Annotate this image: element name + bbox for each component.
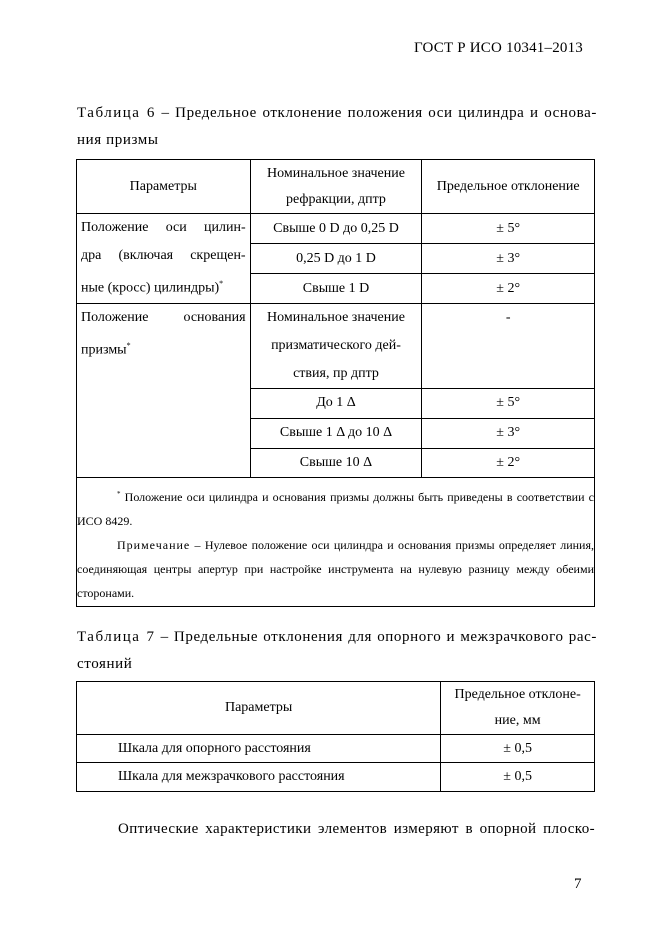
header-params: Параметры — [77, 160, 251, 214]
table-row — [77, 763, 595, 792]
header-deviation — [441, 682, 595, 735]
table-row — [77, 735, 595, 763]
group1-label-line3-wrap — [81, 270, 246, 303]
table-row — [77, 214, 595, 244]
range-cell: Свыше 1 D — [250, 274, 422, 303]
deviation-cell: ± 3° — [422, 418, 595, 448]
group1-label-line1: Положение оси цилин- — [81, 220, 246, 235]
header-deviation-line1: Предельное отклоне- — [454, 687, 581, 702]
footnote-text: Положение оси цилиндра и основания призмы должны быть приведены в соответствии с ИСО 8429. — [77, 489, 594, 528]
table7-caption-line2: стояний — [77, 656, 133, 672]
header-params: Параметры — [77, 682, 441, 735]
table7-header-row — [77, 682, 595, 735]
table7 — [76, 681, 595, 792]
deviation-cell: ± 2° — [422, 448, 595, 477]
deviation-cell: ± 5° — [422, 388, 595, 418]
group2-subheader — [250, 303, 422, 388]
deviation-cell: ± 0,5 — [441, 735, 595, 763]
page-number: 7 — [574, 876, 582, 892]
param-cell: Шкала для опорного расстояния — [77, 735, 441, 763]
param-cell: Шкала для межзрачкового расстояния — [77, 763, 441, 792]
header-deviation: Предельное отклонение — [422, 160, 595, 214]
paragraph-text: Оптические характеристики элементов измеряют в опорной плоско- — [118, 821, 595, 837]
footnote-mark: * — [117, 489, 121, 498]
table6-footnote — [77, 482, 594, 533]
header-nominal-line2: рефракции, дптр — [286, 191, 386, 207]
table6-notes-row — [77, 477, 595, 606]
header-nominal-line1: Номинальное значение — [267, 165, 405, 181]
table7-caption-prefix: Таблица 7 — [77, 629, 156, 645]
footnote-marker: * — [219, 279, 224, 288]
range-cell: Свыше 1 Δ до 10 Δ — [250, 418, 422, 448]
group2-label — [77, 303, 251, 477]
table6-caption — [77, 100, 597, 154]
table6-header-row — [77, 160, 595, 214]
deviation-cell: ± 3° — [422, 244, 595, 274]
group2-label-line1: Положение основания — [81, 309, 246, 325]
table6-caption-line1: – Предельное отклонение положения оси цилиндра и основа- — [155, 105, 597, 121]
table7-caption — [77, 624, 597, 678]
table-row — [77, 303, 595, 388]
note-label: Примечание — [117, 537, 191, 552]
group1-label-line3: ные (кросс) цилиндры) — [81, 280, 220, 296]
range-cell: До 1 Δ — [250, 388, 422, 418]
note-text: – Нулевое положение оси цилиндра и основания призмы определяет линия, соединяющая центры апертур при настройке инструмента на нулевую разницу между обеими сторонами. — [77, 537, 594, 600]
deviation-cell: ± 5° — [422, 214, 595, 244]
footnote-marker: * — [126, 340, 131, 350]
header-nominal — [250, 160, 422, 214]
table7-caption-line1: – Предельные отклонения для опорного и межзрачкового рас- — [155, 629, 598, 645]
table6 — [76, 159, 595, 607]
body-paragraph — [118, 821, 595, 838]
table6-caption-prefix: Таблица 6 — [77, 105, 156, 121]
group1-label-line2: дра (включая скрещен- — [81, 248, 246, 263]
group1-label — [77, 214, 251, 304]
table6-caption-line2: ния призмы — [77, 132, 159, 148]
document-id: ГОСТ Р ИСО 10341–2013 — [414, 40, 583, 56]
header-deviation-line2: ние, мм — [494, 713, 541, 728]
deviation-cell: ± 0,5 — [441, 763, 595, 792]
group2-subheader-line1: Номинальное значение — [267, 309, 405, 325]
range-cell: Свыше 10 Δ — [250, 448, 422, 477]
group2-subheader-dev: - — [422, 303, 595, 388]
group2-label-line2-wrap — [81, 332, 246, 365]
table6-note — [77, 533, 594, 605]
group2-label-line2: призмы — [81, 342, 127, 358]
range-cell: Свыше 0 D до 0,25 D — [250, 214, 422, 244]
range-cell: 0,25 D до 1 D — [250, 244, 422, 274]
group2-subheader-line3: ствия, пр дптр — [293, 365, 379, 381]
table6-notes — [77, 477, 595, 606]
group2-subheader-line2: призматического дей- — [271, 337, 401, 353]
deviation-cell: ± 2° — [422, 274, 595, 303]
